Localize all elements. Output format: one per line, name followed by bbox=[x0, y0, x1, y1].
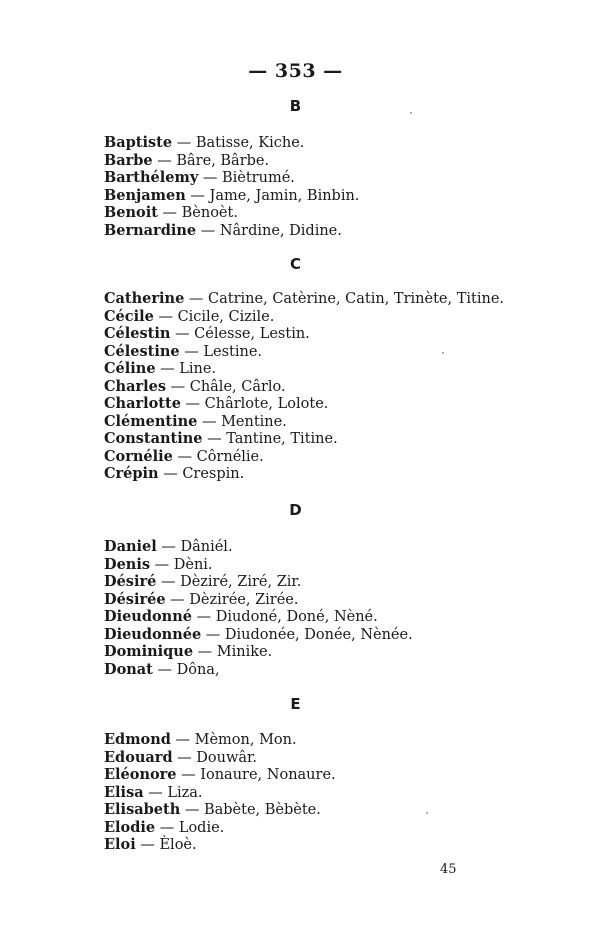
entry-separator: — bbox=[155, 361, 180, 377]
entry-variants: Tantine, Titine. bbox=[226, 431, 338, 447]
entry-separator: — bbox=[153, 308, 178, 325]
entry-name: Eléonore bbox=[104, 766, 177, 783]
entry-separator: — bbox=[172, 448, 197, 465]
entry-list-b bbox=[104, 134, 359, 239]
list-item bbox=[104, 538, 413, 556]
entry-name: Barthélemy bbox=[104, 169, 199, 186]
list-item bbox=[104, 766, 336, 784]
entry-name: Célestin bbox=[104, 325, 171, 342]
list-item bbox=[104, 801, 336, 819]
paper-speck bbox=[426, 812, 428, 814]
entry-name: Edmond bbox=[104, 731, 171, 748]
list-item bbox=[104, 290, 504, 308]
list-item bbox=[104, 836, 336, 854]
entry-variants: Biètrumé. bbox=[221, 170, 295, 186]
entry-name: Céline bbox=[104, 360, 156, 377]
entry-separator: — bbox=[170, 732, 195, 748]
list-item bbox=[104, 608, 413, 626]
entry-name: Elisabeth bbox=[104, 801, 181, 818]
entry-variants: Liza. bbox=[167, 784, 203, 801]
list-item bbox=[104, 784, 336, 802]
list-item bbox=[104, 731, 336, 749]
entry-separator: — bbox=[170, 326, 195, 342]
entry-separator: — bbox=[180, 396, 205, 412]
entry-variants: Cicile, Cizile. bbox=[177, 308, 275, 325]
entry-name: Eloi bbox=[104, 836, 136, 853]
entry-separator: — bbox=[135, 837, 160, 853]
section-letter-d: D bbox=[289, 501, 302, 519]
entry-variants: Diudoné, Doné, Nèné. bbox=[215, 609, 378, 625]
entry-name: Dieudonnée bbox=[104, 625, 202, 643]
entry-name: Benoit bbox=[104, 204, 158, 221]
entry-variants: Mèmon, Mon. bbox=[194, 732, 297, 748]
list-item bbox=[104, 343, 504, 361]
entry-separator: — bbox=[201, 626, 225, 643]
entry-variants: Catrine, Catèrine, Catin, Trinète, Titine. bbox=[208, 291, 505, 307]
paper-speck bbox=[410, 112, 412, 114]
entry-variants: Lodie. bbox=[178, 819, 225, 836]
entry-separator: — bbox=[185, 187, 210, 204]
entry-name: Célestine bbox=[104, 342, 180, 360]
entry-separator: — bbox=[197, 413, 222, 430]
list-item bbox=[104, 430, 504, 448]
entry-name: Edouard bbox=[104, 748, 173, 766]
entry-variants: Célesse, Lestin. bbox=[194, 326, 310, 342]
entry-name: Désirée bbox=[104, 590, 166, 608]
entry-name: Baptiste bbox=[104, 134, 173, 151]
entry-name: Clémentine bbox=[104, 412, 198, 430]
list-item bbox=[104, 222, 359, 240]
entry-separator: — bbox=[150, 556, 174, 573]
entry-variants: Côrnélie. bbox=[196, 448, 264, 465]
entry-separator: — bbox=[155, 819, 179, 836]
entry-separator: — bbox=[179, 343, 204, 360]
entry-variants: Ionaure, Nonaure. bbox=[200, 767, 336, 783]
entry-separator: — bbox=[152, 661, 177, 678]
entry-variants: Nârdine, Didine. bbox=[219, 222, 342, 239]
entry-separator: — bbox=[156, 539, 181, 555]
entry-separator: — bbox=[202, 431, 227, 447]
list-item bbox=[104, 749, 336, 767]
entry-separator: — bbox=[165, 591, 190, 608]
entry-name: Charles bbox=[104, 377, 167, 395]
entry-variants: Diudonée, Donée, Nènée. bbox=[224, 626, 413, 643]
list-item bbox=[104, 134, 359, 152]
entry-variants: Minike. bbox=[216, 644, 273, 660]
entry-variants: Bâre, Bârbe. bbox=[176, 152, 270, 169]
entry-list-e bbox=[104, 731, 336, 854]
entry-variants: Mentine. bbox=[221, 413, 287, 430]
list-item bbox=[104, 204, 359, 222]
entry-name: Denis bbox=[104, 555, 151, 573]
entry-name: Bernardine bbox=[104, 221, 197, 239]
entry-separator: — bbox=[176, 767, 201, 783]
entry-separator: — bbox=[143, 784, 168, 801]
list-item bbox=[104, 169, 359, 187]
list-item bbox=[104, 378, 504, 396]
entry-separator: — bbox=[198, 170, 222, 186]
entry-name: Donat bbox=[104, 660, 153, 678]
entry-separator: — bbox=[166, 378, 190, 395]
entry-variants: Crespin. bbox=[182, 466, 245, 482]
entry-list-c bbox=[104, 290, 504, 483]
entry-variants: Dâniél. bbox=[180, 539, 233, 555]
entry-name: Elisa bbox=[104, 783, 144, 801]
entry-separator: — bbox=[184, 291, 209, 307]
list-item bbox=[104, 395, 504, 413]
entry-name: Constantine bbox=[104, 430, 203, 447]
entry-name: Elodie bbox=[104, 818, 156, 836]
entry-variants: Bènoèt. bbox=[181, 205, 238, 221]
section-letter-c: C bbox=[289, 255, 301, 273]
list-item bbox=[104, 448, 504, 466]
entry-separator: — bbox=[193, 644, 217, 660]
list-item bbox=[104, 325, 504, 343]
list-item bbox=[104, 187, 359, 205]
page-number: — 353 — bbox=[248, 60, 343, 82]
list-item bbox=[104, 643, 413, 661]
entry-name: Cécile bbox=[104, 307, 154, 325]
entry-list-d bbox=[104, 538, 413, 678]
paper-speck bbox=[442, 352, 444, 354]
section-letter-b: B bbox=[289, 97, 302, 115]
entry-name: Charlotte bbox=[104, 395, 181, 412]
entry-variants: Dèzirée, Zirée. bbox=[189, 591, 299, 608]
entry-separator: — bbox=[196, 222, 220, 239]
entry-name: Barbe bbox=[104, 151, 153, 169]
entry-variants: Babète, Bèbète. bbox=[203, 802, 321, 818]
entry-separator: — bbox=[172, 749, 197, 766]
entry-variants: Chârlote, Lolote. bbox=[204, 396, 329, 412]
entry-name: Crépin bbox=[104, 465, 159, 482]
list-item bbox=[104, 661, 413, 679]
entry-variants: Lestine. bbox=[203, 343, 263, 360]
entry-variants: Douwâr. bbox=[196, 749, 257, 766]
entry-variants: Batisse, Kiche. bbox=[195, 135, 305, 151]
entry-variants: Dôna, bbox=[176, 661, 220, 678]
entry-name: Désiré bbox=[104, 573, 157, 590]
list-item bbox=[104, 626, 413, 644]
list-item bbox=[104, 152, 359, 170]
list-item bbox=[104, 573, 413, 591]
entry-separator: — bbox=[191, 609, 216, 625]
list-item bbox=[104, 556, 413, 574]
entry-name: Cornélie bbox=[104, 447, 173, 465]
entry-variants: Dèni. bbox=[173, 556, 213, 573]
entry-variants: Dèziré, Ziré, Zir. bbox=[180, 574, 302, 590]
entry-separator: — bbox=[156, 574, 181, 590]
entry-name: Dieudonné bbox=[104, 608, 192, 625]
entry-variants: Line. bbox=[179, 361, 217, 377]
list-item bbox=[104, 360, 504, 378]
entry-variants: Jame, Jamin, Binbin. bbox=[209, 187, 360, 204]
list-item bbox=[104, 413, 504, 431]
list-item bbox=[104, 308, 504, 326]
entry-separator: — bbox=[152, 152, 177, 169]
entry-separator: — bbox=[180, 802, 204, 818]
list-item bbox=[104, 819, 336, 837]
entry-name: Benjamen bbox=[104, 186, 186, 204]
entry-name: Dominique bbox=[104, 643, 194, 660]
entry-variants: Châle, Cârlo. bbox=[189, 378, 286, 395]
entry-separator: — bbox=[158, 466, 183, 482]
list-item bbox=[104, 465, 504, 483]
entry-variants: Èloè. bbox=[159, 837, 197, 853]
entry-name: Catherine bbox=[104, 290, 185, 307]
entry-name: Daniel bbox=[104, 538, 157, 555]
list-item bbox=[104, 591, 413, 609]
entry-separator: — bbox=[157, 205, 182, 221]
section-letter-e: E bbox=[290, 695, 301, 713]
printer-signature-mark: 45 bbox=[440, 862, 457, 877]
entry-separator: — bbox=[172, 135, 196, 151]
